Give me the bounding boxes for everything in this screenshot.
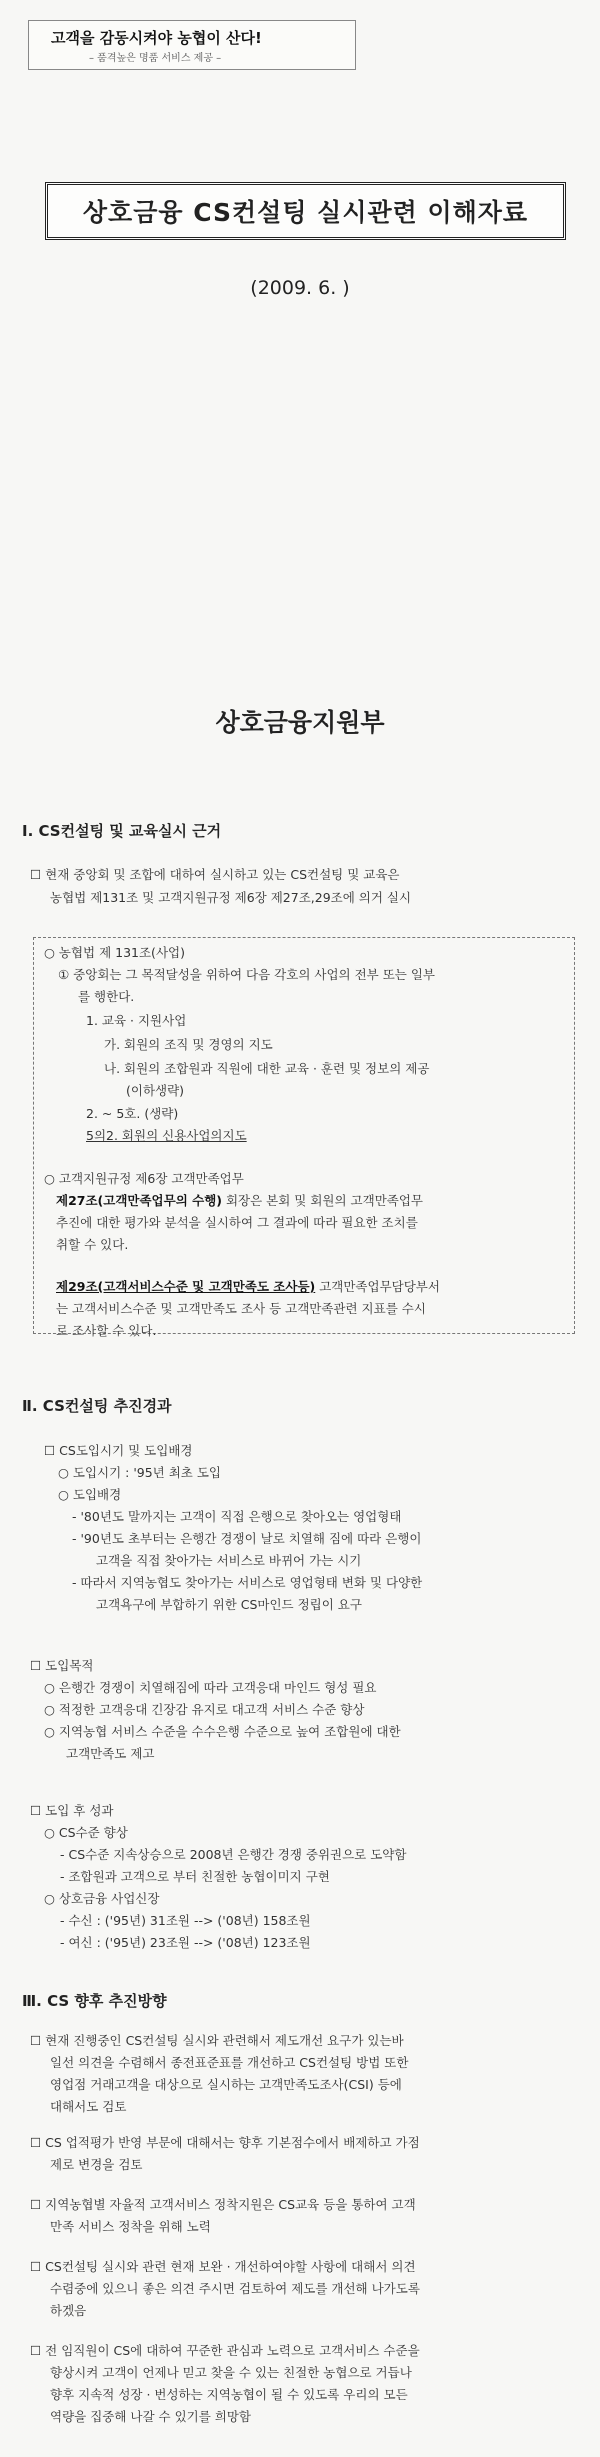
law-line: 5의2. 회원의 신용사업의지도: [86, 1128, 247, 1143]
results-line: ☐ 도입 후 성과: [30, 1803, 114, 1818]
direction-item-4-line: 하겠음: [50, 2303, 87, 2318]
direction-item-2: ☐ CS 업적평가 반영 부문에 대해서는 향후 기본점수에서 배제하고 가점: [30, 2135, 420, 2150]
law-line: 를 행한다.: [78, 989, 135, 1004]
law-line: 나. 회원의 조합원과 직원에 대한 교육 · 훈련 및 정보의 제공: [104, 1061, 430, 1076]
results-line: - 수신 : ('95년) 31조원 --> ('08년) 158조원: [60, 1913, 311, 1928]
background-line: ○ 도입배경: [58, 1487, 122, 1502]
section-1-heading: Ⅰ. CS컨설팅 및 교육실시 근거: [22, 822, 222, 840]
direction-item-2-line: 제로 변경을 검토: [50, 2157, 143, 2172]
direction-item-5-line: 역량을 집중해 나갈 수 있기를 희망함: [50, 2409, 251, 2424]
document-title: 상호금융 CS컨설팅 실시관련 이해자료: [82, 198, 529, 227]
article-29-line: 로 조사할 수 있다.: [56, 1323, 157, 1338]
results-line: ○ CS수준 향상: [44, 1825, 128, 1840]
article-29-title: 제29조(고객서비스수준 및 고객만족도 조사등): [56, 1279, 316, 1294]
direction-item-4-line: 수렴중에 있으니 좋은 의견 주시면 검토하여 제도를 개선해 나가도록: [50, 2281, 420, 2296]
section-3-heading: Ⅲ. CS 향후 추진방향: [22, 1992, 167, 2010]
purpose-line: 고객만족도 제고: [66, 1746, 155, 1761]
article-27-line: 추진에 대한 평가와 분석을 실시하여 그 결과에 따라 필요한 조치를: [56, 1215, 418, 1230]
direction-item-4: ☐ CS컨설팅 실시와 관련 현재 보완 · 개선하여야할 사항에 대해서 의견: [30, 2259, 416, 2274]
direction-item-5: ☐ 전 임직원이 CS에 대하여 꾸준한 관심과 노력으로 고객서비스 수준을: [30, 2343, 420, 2358]
background-line: - '80년도 말까지는 고객이 직접 은행으로 찾아오는 영업형태: [72, 1509, 402, 1524]
regulation-article-29: [56, 1276, 440, 1297]
document-title-box: [45, 182, 566, 240]
purpose-line: ○ 지역농협 서비스 수준을 수수은행 수준으로 높여 조합원에 대한: [44, 1724, 401, 1739]
direction-item-1: ☐ 현재 진행중인 CS컨설팅 실시와 관련해서 제도개선 요구가 있는바: [30, 2033, 404, 2048]
purpose-line: ○ 은행간 경쟁이 치열해짐에 따라 고객응대 마인드 형성 필요: [44, 1680, 377, 1695]
law-line: 2. ~ 5호. (생략): [86, 1106, 179, 1121]
background-line: 고객을 직접 찾아가는 서비스로 바뀌어 가는 시기: [96, 1553, 362, 1568]
law-heading: ○ 농협법 제 131조(사업): [44, 945, 185, 960]
department-name: 상호금융지원부: [215, 708, 385, 737]
section-2-heading: Ⅱ. CS컨설팅 추진경과: [22, 1397, 172, 1415]
law-line: 1. 교육 · 지원사업: [86, 1013, 187, 1028]
slogan-subtext: – 품격높은 명품 서비스 제공 –: [89, 53, 222, 64]
background-line: - '90년도 초부터는 은행간 경쟁이 날로 치열해 짐에 따라 은행이: [72, 1531, 422, 1546]
direction-item-1-line: 대해서도 검토: [50, 2099, 127, 2114]
document-date: (2009. 6. ): [250, 277, 350, 299]
section-1-intro-line: ☐ 현재 중앙회 및 조합에 대하여 실시하고 있는 CS컨설팅 및 교육은: [30, 867, 400, 882]
article-27-line: 취할 수 있다.: [56, 1237, 129, 1252]
results-line: ○ 상호금융 사업신장: [44, 1891, 160, 1906]
slogan-box: [28, 20, 356, 70]
direction-item-3: ☐ 지역농협별 자율적 고객서비스 정착지원은 CS교육 등을 통하여 고객: [30, 2197, 416, 2212]
article-29-text: 고객만족업무담당부서: [315, 1279, 440, 1294]
direction-item-1-line: 영업점 거래고객을 대상으로 실시하는 고객만족도조사(CSI) 등에: [50, 2077, 402, 2092]
article-29-line: 는 고객서비스수준 및 고객만족도 조사 등 고객만족관련 지표를 수시: [56, 1301, 426, 1316]
purpose-line: ☐ 도입목적: [30, 1658, 94, 1673]
results-line: - 여신 : ('95년) 23조원 --> ('08년) 123조원: [60, 1935, 311, 1950]
background-line: 고객욕구에 부합하기 위한 CS마인드 정립이 요구: [96, 1597, 362, 1612]
results-line: - 조합원과 고객으로 부터 친절한 농협이미지 구현: [60, 1869, 330, 1884]
background-line: - 따라서 지역농협도 찾아가는 서비스로 영업형태 변화 및 다양한: [72, 1575, 423, 1590]
purpose-line: ○ 적정한 고객응대 긴장감 유지로 대고객 서비스 수준 향상: [44, 1702, 365, 1717]
law-line: ① 중앙회는 그 목적달성을 위하여 다음 각호의 사업의 전부 또는 일부: [58, 967, 435, 982]
direction-item-5-line: 향상시켜 고객이 언제나 믿고 찾을 수 있는 친절한 농협으로 거듭나: [50, 2365, 412, 2380]
direction-item-5-line: 향후 지속적 성장 · 번성하는 지역농협이 될 수 있도록 우리의 모든: [50, 2387, 408, 2402]
article-27-text: 회장은 본회 및 회원의 고객만족업무: [222, 1193, 423, 1208]
background-line: ☐ CS도입시기 및 도입배경: [44, 1443, 193, 1458]
slogan-text: 고객을 감동시켜야 농협이 산다!: [51, 29, 262, 47]
section-1-intro-line: 농협법 제131조 및 고객지원규정 제6장 제27조,29조에 의거 실시: [50, 890, 412, 905]
results-line: - CS수준 지속상승으로 2008년 은행간 경쟁 중위권으로 도약함: [60, 1847, 407, 1862]
law-line: (이하생략): [126, 1083, 185, 1098]
regulation-article-27: [56, 1190, 423, 1211]
background-line: ○ 도입시기 : '95년 최초 도입: [58, 1465, 222, 1480]
direction-item-3-line: 만족 서비스 정착을 위해 노력: [50, 2219, 211, 2234]
law-line: 가. 회원의 조직 및 경영의 지도: [104, 1037, 273, 1052]
direction-item-1-line: 일선 의견을 수렴해서 종전표준표를 개선하고 CS컨설팅 방법 또한: [50, 2055, 409, 2070]
regulation-heading: ○ 고객지원규정 제6장 고객만족업무: [44, 1171, 244, 1186]
article-27-title: 제27조(고객만족업무의 수행): [56, 1193, 222, 1208]
